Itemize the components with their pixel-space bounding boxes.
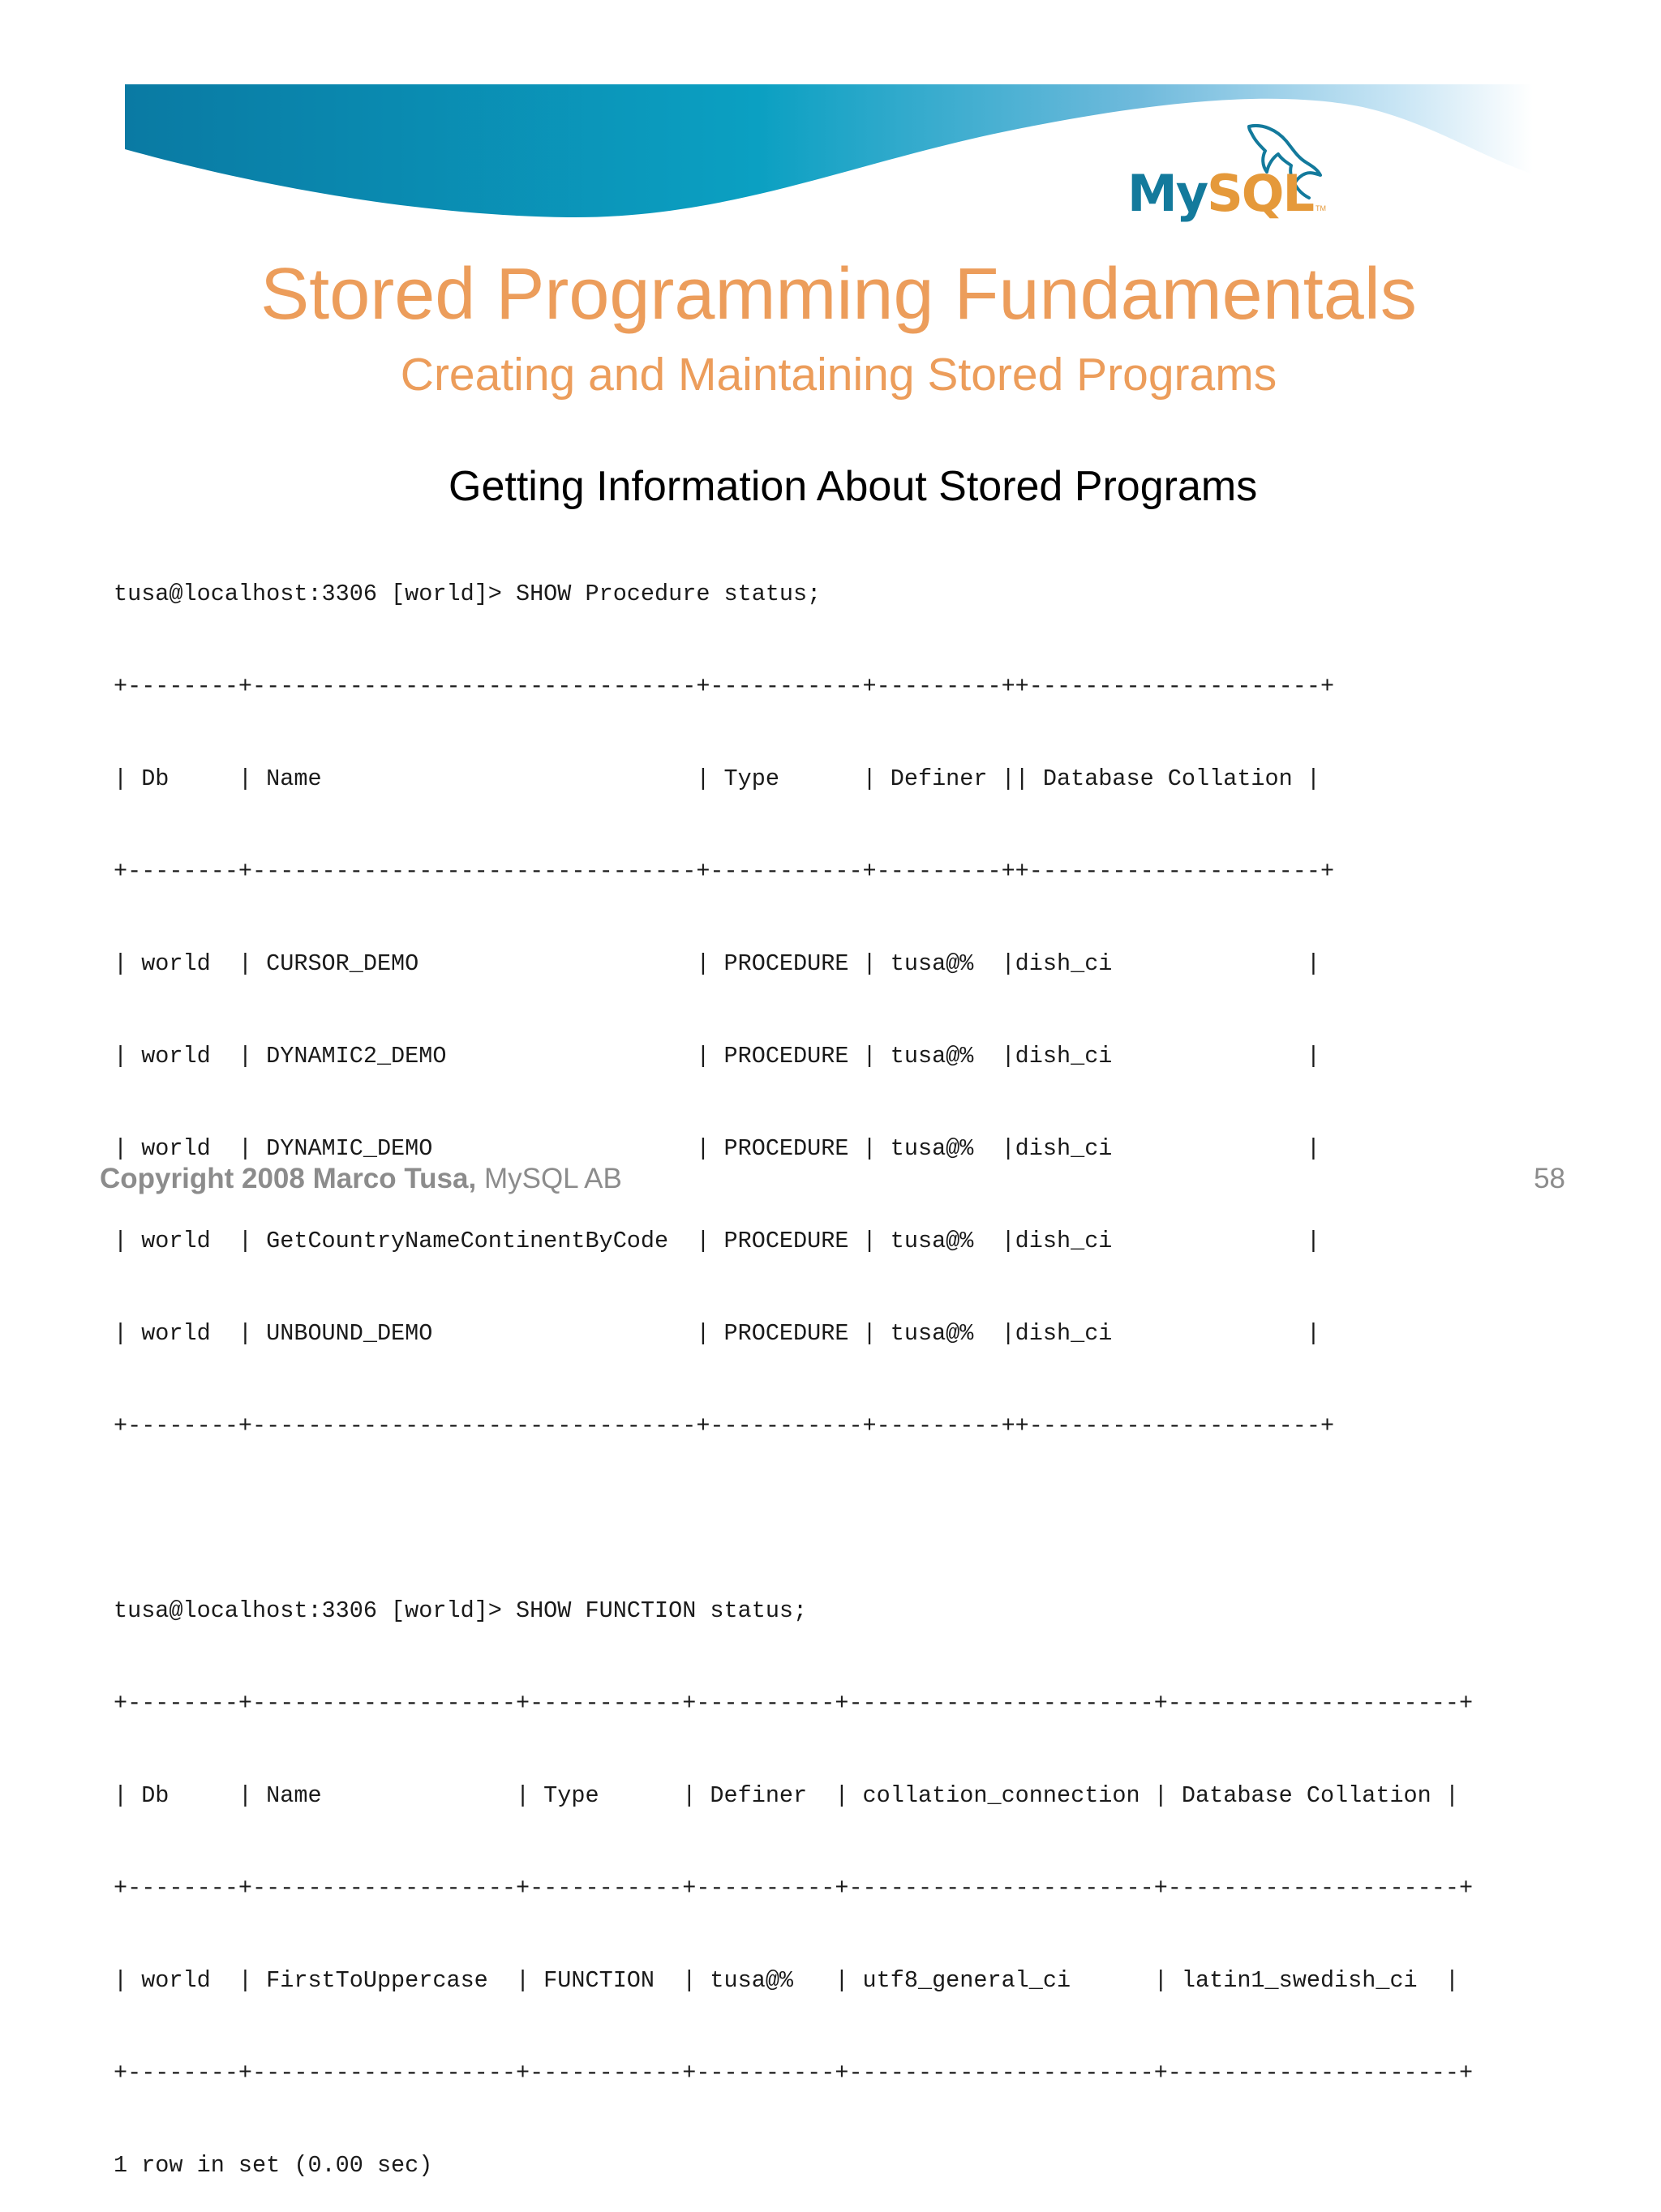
company-text: MySQL AB bbox=[483, 1163, 622, 1194]
mysql-logo bbox=[1127, 122, 1346, 243]
console-output bbox=[114, 517, 1473, 2212]
code-line: | world | CURSOR_DEMO | PROCEDURE | tusa@% |dish_ci | bbox=[114, 950, 1320, 977]
slide-title: Stored Programming Fundamentals bbox=[260, 254, 1417, 335]
footer-copyright bbox=[100, 1163, 622, 1195]
code-line: | world | DYNAMIC2_DEMO | PROCEDURE | tusa@% |dish_ci | bbox=[114, 1043, 1320, 1070]
code-line: +--------+--------------------------------+-----------+---------++---------------------+ bbox=[114, 1413, 1335, 1439]
logo-wordmark bbox=[1127, 164, 1313, 223]
logo-trademark: TM bbox=[1315, 204, 1326, 212]
code-line: +--------+--------------------------------+-----------+---------++---------------------+ bbox=[114, 858, 1335, 885]
code-line bbox=[114, 1503, 1473, 1534]
copyright-text: Copyright 2008 Marco Tusa, bbox=[100, 1163, 477, 1194]
code-line: | world | DYNAMIC_DEMO | PROCEDURE | tusa@% |dish_ci | bbox=[114, 1135, 1320, 1162]
section-heading: Getting Information About Stored Programs bbox=[449, 463, 1258, 510]
code-line: | world | GetCountryNameContinentByCode | PROCEDURE | tusa@% |dish_ci | bbox=[114, 1228, 1320, 1254]
code-line: 1 row in set (0.00 sec) bbox=[114, 2152, 433, 2179]
code-line: | world | FirstToUppercase | FUNCTION | tusa@% | utf8_general_ci | latin1_swedish_ci | bbox=[114, 1967, 1459, 1994]
logo-my: My bbox=[1127, 164, 1208, 223]
page-number: 58 bbox=[1534, 1163, 1565, 1194]
header-wave-banner bbox=[0, 0, 1661, 259]
code-line: +--------+--------------------------------+-----------+---------++---------------------+ bbox=[114, 673, 1335, 700]
code-line: | Db | Name | Type | Definer | collation_connection | Database Collation | bbox=[114, 1782, 1459, 1809]
code-line: +--------+-------------------+-----------+----------+----------------------+---------------------+ bbox=[114, 1690, 1474, 1717]
code-line: +--------+-------------------+-----------+----------+----------------------+---------------------+ bbox=[114, 2060, 1474, 2086]
code-line: tusa@localhost:3306 [world]> SHOW FUNCTION status; bbox=[114, 1597, 808, 1624]
code-line: | world | UNBOUND_DEMO | PROCEDURE | tusa@% |dish_ci | bbox=[114, 1320, 1320, 1347]
slide-subtitle: Creating and Maintaining Stored Programs bbox=[400, 349, 1277, 401]
code-line: +--------+-------------------+-----------+----------+----------------------+---------------------+ bbox=[114, 1875, 1474, 1901]
code-line: | Db | Name | Type | Definer || Database Collation | bbox=[114, 765, 1320, 792]
code-line: tusa@localhost:3306 [world]> SHOW Procedure status; bbox=[114, 581, 822, 607]
logo-sql: SQL bbox=[1207, 164, 1313, 223]
